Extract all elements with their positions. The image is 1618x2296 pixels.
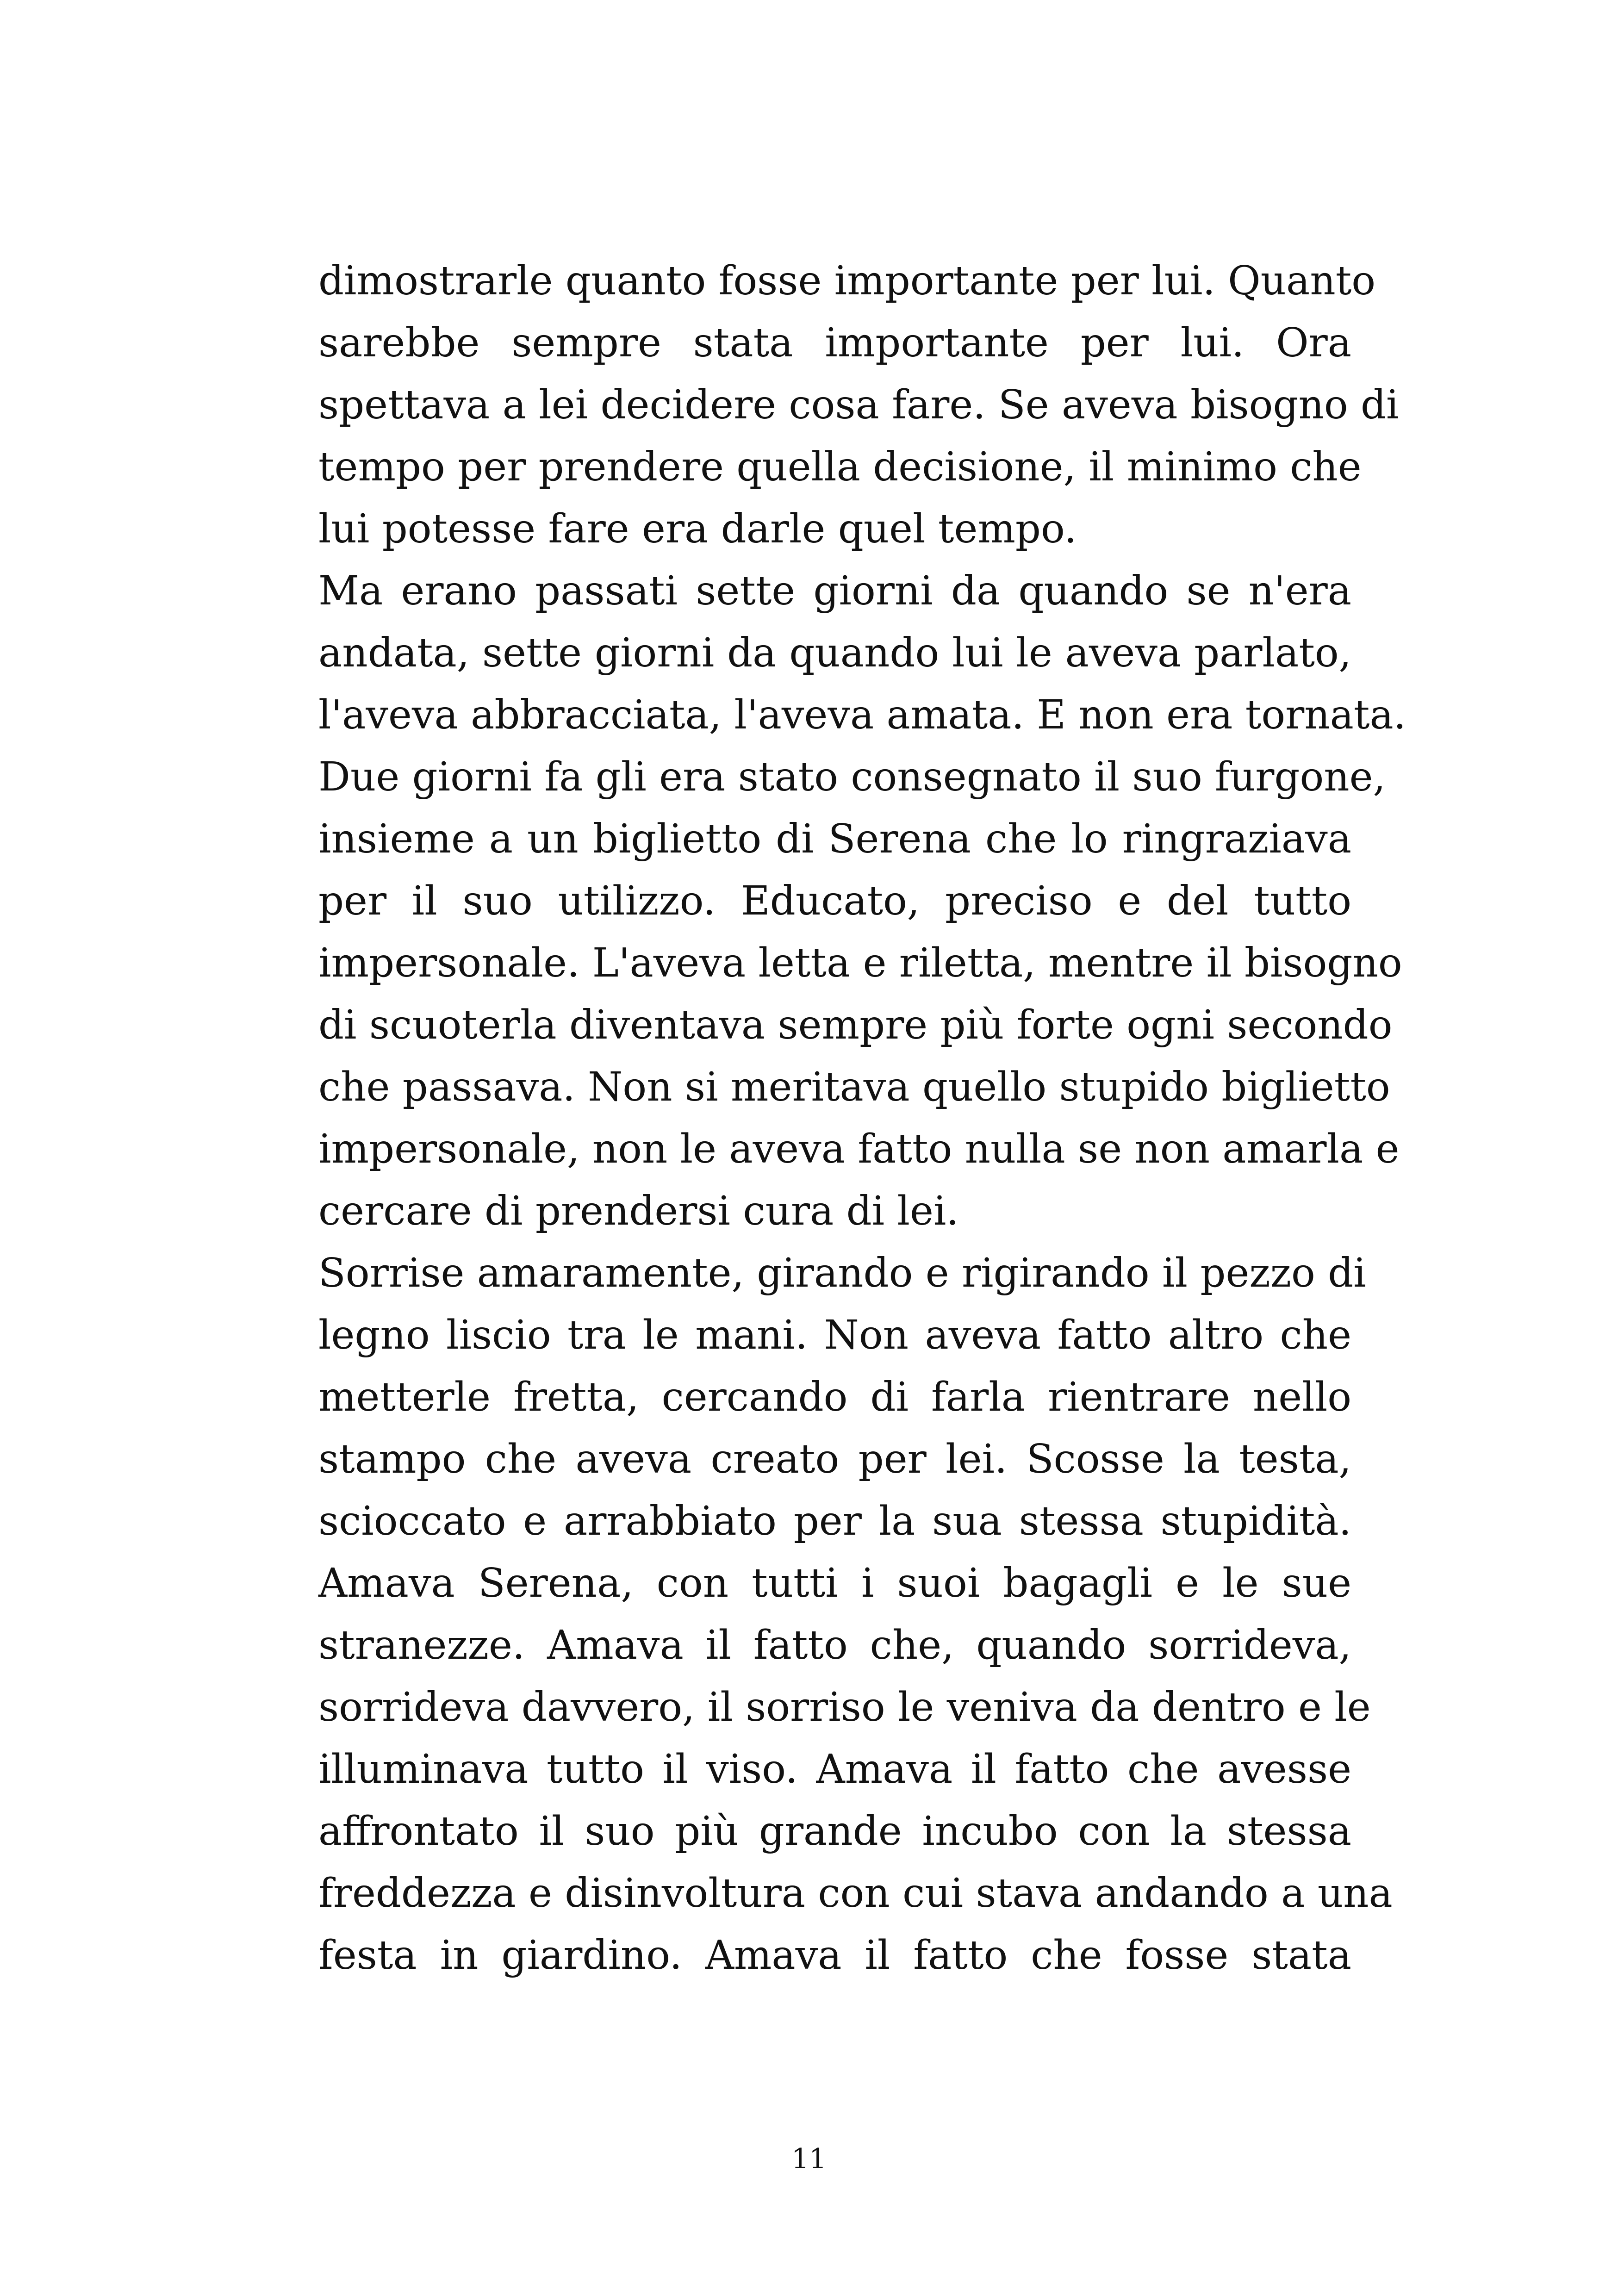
text-line: di scuoterla diventava sempre più forte ogni secondo: [318, 1002, 1393, 1048]
body-text: [318, 250, 1406, 1986]
text-line: legno liscio tra le mani. Non aveva fatto altro che: [318, 1312, 1351, 1358]
text-line: che passava. Non si meritava quello stupido biglietto: [318, 1064, 1390, 1110]
text-line: impersonale, non le aveva fatto nulla se non amarla e: [318, 1126, 1400, 1172]
text-line: Sorrise amaramente, girando e rigirando il pezzo di: [318, 1250, 1366, 1296]
text-line: insieme a un biglietto di Serena che lo ringraziava: [318, 816, 1351, 862]
text-line: impersonale. L'aveva letta e riletta, mentre il bisogno: [318, 940, 1402, 986]
text-line: dimostrarle quanto fosse importante per lui. Quanto: [318, 258, 1376, 304]
text-line: stranezze. Amava il fatto che, quando sorrideva,: [318, 1622, 1351, 1668]
text-line: metterle fretta, cercando di farla rientrare nello: [318, 1374, 1351, 1420]
text-line: festa in giardino. Amava il fatto che fosse stata: [318, 1932, 1351, 1979]
text-line: Due giorni fa gli era stato consegnato il suo furgone,: [318, 754, 1386, 800]
text-line: per il suo utilizzo. Educato, preciso e del tutto: [318, 878, 1351, 924]
text-line: cercare di prendersi cura di lei.: [318, 1188, 959, 1234]
text-line: affrontato il suo più grande incubo con la stessa: [318, 1808, 1351, 1854]
text-line: sarebbe sempre stata importante per lui. Ora: [318, 320, 1351, 366]
text-line: illuminava tutto il viso. Amava il fatto che avesse: [318, 1746, 1351, 1792]
text-line: freddezza e disinvoltura con cui stava andando a una: [318, 1870, 1393, 1916]
text-line: Ma erano passati sette giorni da quando se n'era: [318, 568, 1351, 614]
text-line: andata, sette giorni da quando lui le aveva parlato,: [318, 630, 1351, 676]
text-line: spettava a lei decidere cosa fare. Se aveva bisogno di: [318, 382, 1399, 428]
text-line: scioccato e arrabbiato per la sua stessa stupidità.: [318, 1498, 1351, 1544]
text-line: Amava Serena, con tutti i suoi bagagli e le sue: [318, 1560, 1351, 1606]
text-line: sorrideva davvero, il sorriso le veniva da dentro e le: [318, 1684, 1371, 1730]
text-line: stampo che aveva creato per lei. Scosse la testa,: [318, 1436, 1351, 1482]
page-number: 11: [791, 2143, 827, 2175]
text-line: l'aveva abbracciata, l'aveva amata. E non era tornata.: [318, 692, 1406, 738]
text-line: lui potesse fare era darle quel tempo.: [318, 506, 1077, 552]
text-line: tempo per prendere quella decisione, il minimo che: [318, 444, 1362, 490]
